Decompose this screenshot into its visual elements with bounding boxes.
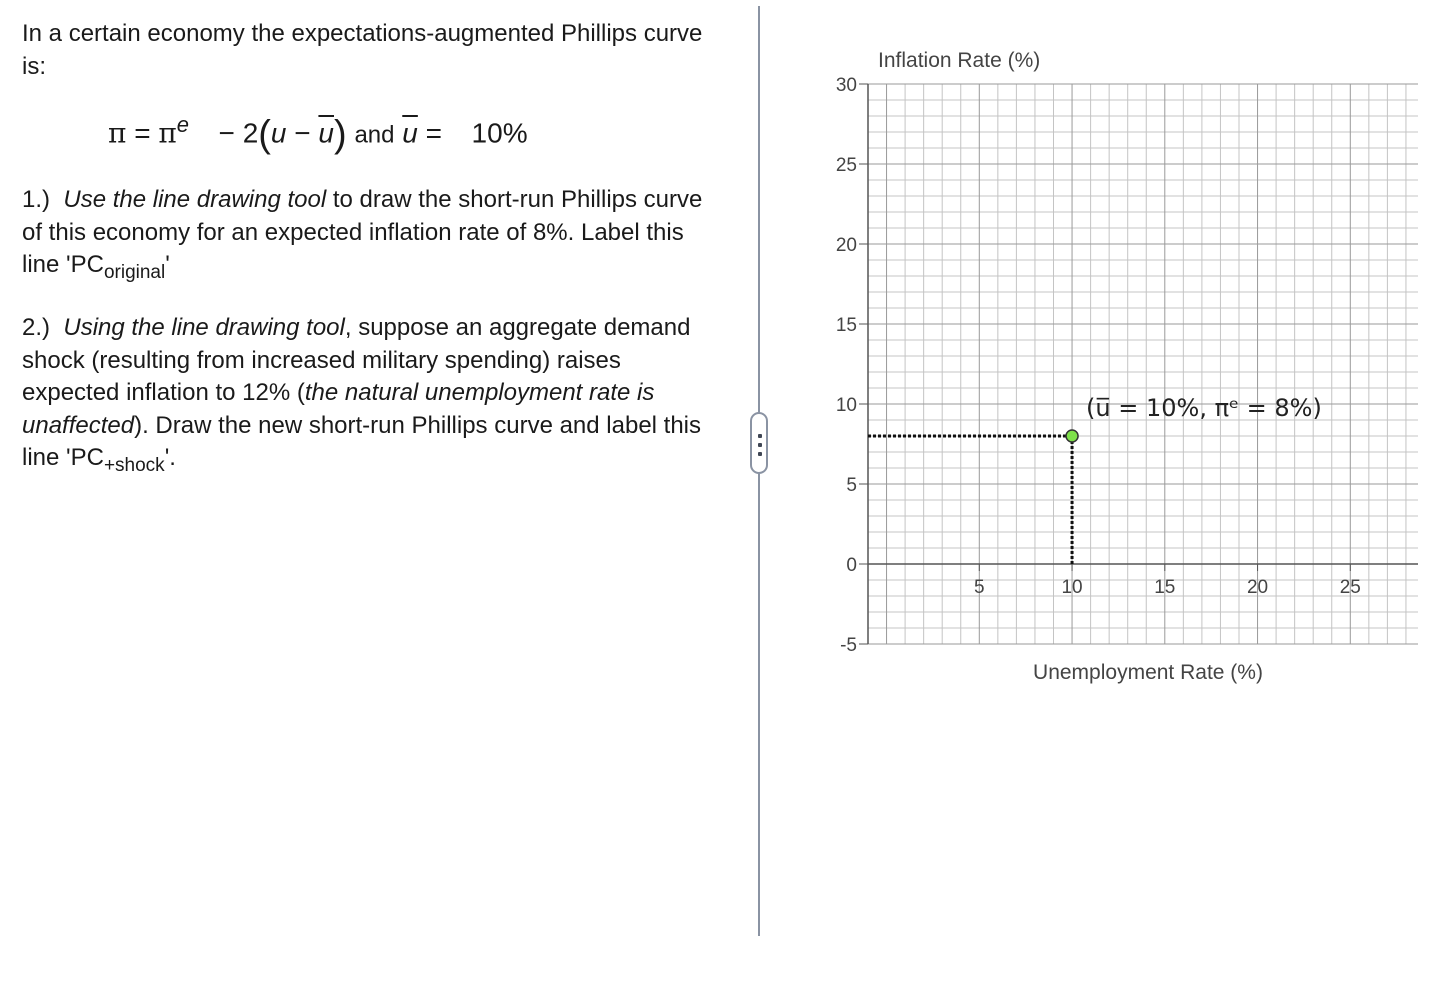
q2-end: '. [164, 444, 176, 471]
eq-minus-2: − [294, 117, 311, 149]
y-tick-label: -5 [840, 635, 857, 656]
x-tick-label: 5 [974, 577, 985, 598]
q2-italic-1: Using the line drawing tool [63, 314, 345, 341]
y-tick-label: 5 [846, 475, 857, 496]
grid-major [868, 84, 1418, 644]
q2-italic-2: the natural unemployment rate is unaffected [22, 379, 655, 439]
eq-and: and [354, 121, 395, 149]
phillips-equation: $\pi = \pi^e - 2(u - \overline{u})$ and $\overline{u} = 10\%$ [108, 112, 528, 156]
x-tick-label: 20 [1246, 577, 1269, 598]
x-tick-label: 10 [1061, 577, 1083, 598]
intro-text: In a certain economy the expectations-augmented Phillips curve is: [22, 20, 703, 80]
point-label: (u̅ = 10%, πᵉ = 8%) [1086, 394, 1322, 422]
q2-text-2: ). Draw the new short-run Phillips curve and label this line 'PC [22, 411, 702, 471]
eq-coef: 2 [242, 117, 259, 149]
y-axis-title: Inflation Rate (%) [878, 49, 1041, 72]
y-tick-label: 10 [835, 395, 857, 416]
data-points[interactable] [1066, 394, 1322, 442]
q2-number: 2.) [22, 314, 51, 341]
tick-labels [836, 75, 1361, 656]
y-tick-label: 25 [835, 155, 857, 176]
eq-pi-e-sup: e [176, 112, 189, 137]
y-tick-label: 20 [835, 235, 857, 256]
axes [868, 84, 1418, 644]
eq-u-bar: $\overline{u}$ [318, 117, 334, 149]
eq-pi: π [108, 116, 127, 150]
eq-minus: − [218, 117, 235, 149]
x-tick-label: 25 [1339, 577, 1361, 598]
eq-equals: = [134, 117, 151, 149]
q2-text-1: , suppose an aggregate demand shock (resulting from increased military spending) raises expected inflation to 12% ( [22, 314, 691, 406]
y-tick-label: 30 [835, 75, 857, 96]
q1-number: 1.) [22, 186, 51, 213]
q1-italic: Use the line drawing tool [63, 186, 327, 213]
eq-u-bar-2: $\overline{u}$ [402, 117, 418, 149]
x-axis-title: Unemployment Rate (%) [1033, 661, 1263, 684]
q1-sub: original [103, 262, 166, 283]
x-tick-label: 15 [1154, 577, 1176, 598]
y-tick-label: 0 [846, 555, 857, 576]
q2-sub: +shock [103, 455, 165, 476]
natural-rate-point[interactable] [1066, 430, 1078, 442]
q1-end: ' [165, 251, 170, 278]
grid-minor [868, 84, 1418, 644]
eq-equals-2: = [425, 117, 442, 149]
eq-natural-rate: 10% [471, 117, 528, 149]
eq-u: u [270, 117, 287, 149]
q1-text: to draw the short-run Phillips curve of this economy for an expected inflation rate of 8%. Label this line 'PC [22, 186, 703, 278]
y-tick-label: 15 [835, 315, 857, 336]
eq-pi-e: π [158, 116, 177, 150]
